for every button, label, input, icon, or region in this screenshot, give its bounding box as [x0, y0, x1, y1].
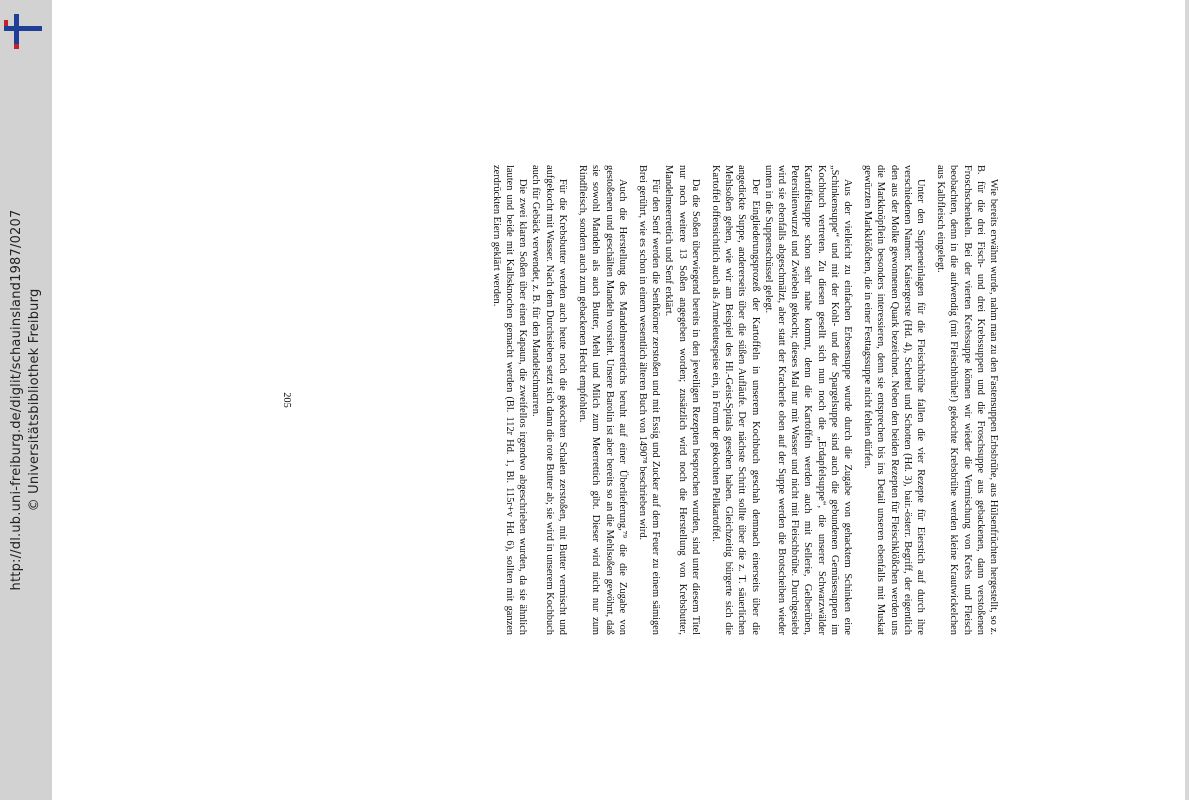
paragraph: Wie bereits erwähnt wurde, nahm man zu den Fastensuppen Erbsbrühe, aus Hülsenfrüchten hergestellt, so z. B. für die drei Fisch- und drei Krebssuppen und die Froschsuppe aus gebackenen, dann verstoßenen Froschschenkeln. Bei der vierten Krebssuppe können wir wieder die Vermischung von Krebs und Fleisch beobachten, denn in die aufwendig (mit Fleischbrühe!) gekochte Krebsbrühe werden kleine Krautwickelchen aus Kalbfleisch eingelegt.: [935, 165, 999, 635]
rotated-page: [280, 165, 1000, 635]
paragraph: Der Eingliederungsprozeß der Kartoffeln in unserem Kochbuch geschah demnach einerseits über die angedickte Suppe, andererseits über die süßen Aufläufe. Der nächste Schritt sollte über die z. T. säuerlichen Mehlsoßen gehen, wie wir am Beispiel des Hl.-Geist-Spitals gesehen haben. Gleichzeitig bürgerte sich die Kartoffel offensichtlich auch als Armeleutespeise ein, in Form der gekochten Pellkartoffel.: [709, 165, 761, 635]
page-number: 205: [281, 392, 293, 408]
paragraph: Aus der vielleicht zu einfachen Erbsensuppe wurde durch die Zugabe von gehacktem Schinken eine „Schinkensuppe“ und mit der Kohl- und der Spargelsuppe sind auch die gebundenen Gemüsesuppen im Kochbuch vertreten. Zu diesen gesellt sich nun noch die „Erdapfelsuppe“, die unserer Schwarzwälder Kartoffelsuppe schon sehr nahe kommt, denn die Kartoffeln werden auch mit Sellerie, Gelberüben, Petersilienwurzel und Zwiebeln gekocht; dieses Mal nur mit Wasser und nicht mit Fleischbrühe. Durchgesiebt wird sie ebenfalls abgeschmälzt, aber statt der Kracherle oben auf der Suppe werden die Brotscheiben wieder unten in die Suppenschüssel gelegt.: [762, 165, 853, 635]
paragraph: Auch die Herstellung des Mandelmeerrettichs beruht auf einer Überlieferung,⁷⁹ die die Zugabe von gestoßenen und geschälten Mandeln vorsieht. Unsere Barolin ist aber bereits so an die Mehlsoßen gewöhnt, daß sie sowohl Mandeln als auch Butter, Mehl und Milch zum Meerrettich gibt. Dieser wird nicht nur zum Rindfleisch, sondern auch zum gebackenen Hecht empfohlen.: [577, 165, 628, 635]
paragraph: Da die Soßen überwiegend bereits in den jeweiligen Rezepten besprochen wurden, sind unter diesem Titel nur noch weitere 13 Soßen angegeben worden; zusätzlich wird noch die Herstellung von Krebsbutter, Mandelmeerrettich und Senf erklärt.: [663, 165, 701, 635]
scrollbar-edge: [1185, 0, 1189, 800]
paragraph: Für die Krebsbutter werden auch heute noch die gekochten Schalen zerstoßen, mit Butter vermischt und aufgekocht mit Wasser. Nach dem Durchsieben setzt sich dann die rote Butter ab; sie wird in unserem Kochbuch auch für Gebäck verwendet, z. B. für den Mandelschmarren.: [530, 165, 568, 635]
paragraph: Unter den Suppeneinlagen für die Fleischbrühe fallen die vier Rezepte für Eierstich auf durch ihre verschiedenen Namen: Kaisergerste (Hd. 4), Schettel und Schotten (Hd. 3), bair.-österr. Begriff, der eigentlich den aus der Molke gewonnenen Quark bezeichnet. Neben den beiden Rezepten für Fleischklößchen werden uns die Markknöpflein besonders interessieren, denn sie entsprechen bis ins Detail unseren ebenfalls mit Muskat gewürzten Markklößchen, die in einer Festtagssuppe nicht fehlen dürfen.: [862, 165, 926, 635]
copyright-notice: © Universitätsbibliothek Freiburg: [27, 288, 42, 512]
paragraph: Die zwei klaren Soßen über einen Kapaun, die zweifellos irgendwo abgeschrieben wurden, da sie ähnlich lauten und beide mit Kalbsknochen gemacht werden (Bl. 112r Hd. 1, Bl. 115r+v Hd. 6), sollten mit ganzen zerdrückten Eiern geklärt werden.: [490, 165, 529, 635]
source-url[interactable]: http://dl.ub.uni-freiburg.de/diglit/schauinsland1987/0207: [9, 209, 24, 591]
sidebar: [0, 0, 52, 800]
paragraph: Für den Senf werden die Senfkörner zerstoßen und mit Essig und Zucker auf dem Feuer zu einem sämigen Brei gerührt, wie es schon in einem wesentlich älteren Buch von 1490⁷⁸ beschrieben wird.: [636, 165, 662, 635]
watermark: [0, 0, 52, 800]
